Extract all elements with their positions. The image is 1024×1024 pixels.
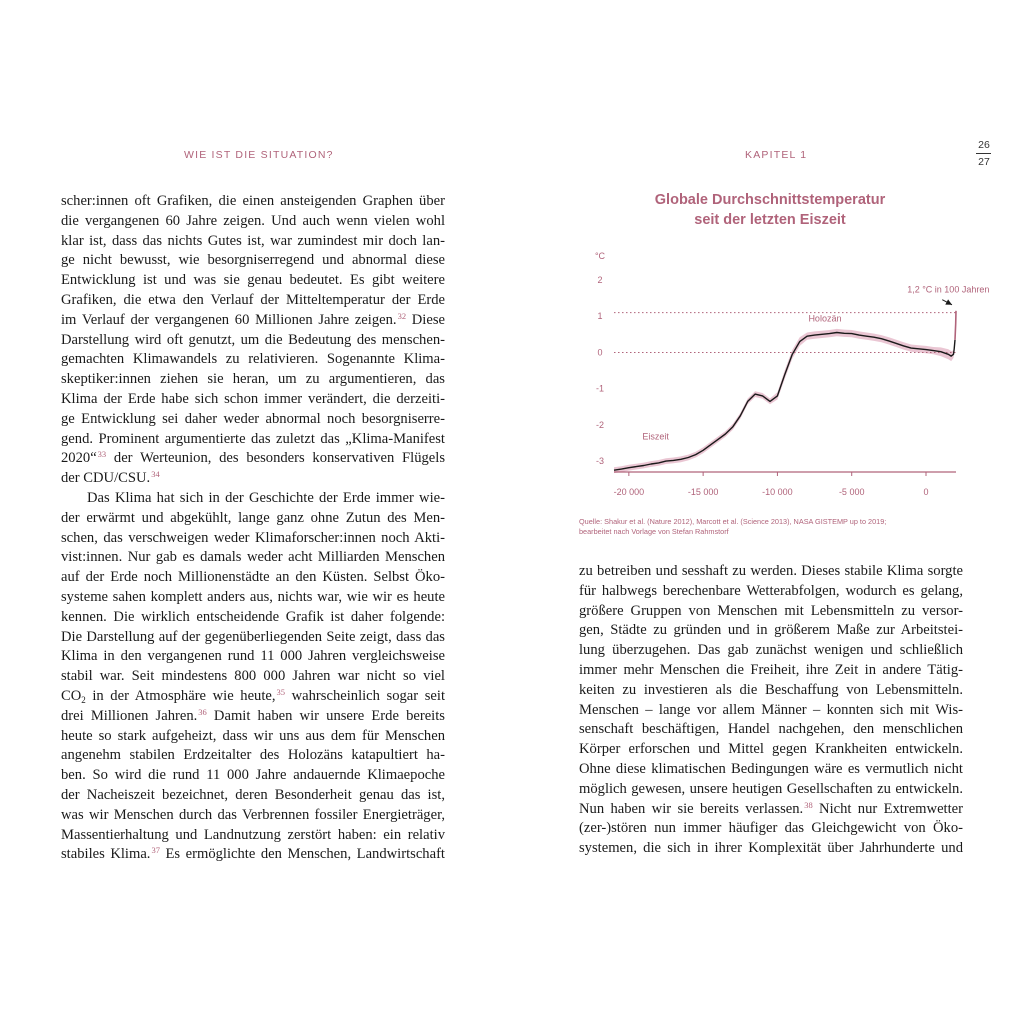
left_column-line [61,707,445,727]
text-run: im Verlauf der vergangenen 60 Millionen Jahre zeigen. [61,311,397,328]
chart-title-line-2: seit der letzten Eiszeit [694,212,846,228]
text-run: der CDU/CSU. [61,470,151,487]
text-run: drei Millionen Jahren. [61,707,198,724]
footnote-marker: 32 [397,310,407,321]
right_column-line [579,701,963,721]
right_column-line [579,681,963,701]
running-header-left: WIE IST DIE SITUATION? [184,149,334,161]
body-text-right-column [579,562,963,859]
annotation-eiszeit: Eiszeit [642,431,669,442]
left_column-line [61,766,445,786]
text-run: kennen. Die wirklich entscheidende Grafik ist daher folgende: [61,608,445,625]
text-run: gen, Städte zu gründen und in größerem Maße zur Arbeitstei- [579,622,963,639]
text-run: Diese [406,311,445,328]
left_column-line [61,826,445,846]
left_column-line [61,350,445,370]
text-run: senschaft beschäftigen, Handel nachgehen, den menschlichen [579,721,963,738]
text-run: Entwicklung ist und was sie genau bedeutet. Es gibt weitere [61,272,445,289]
footnote-marker: 33 [97,449,107,460]
text-run: stabil war. Seit mindestens 800 000 Jahren war nicht so viel [61,668,445,685]
y-tick-label: -3 [595,456,605,467]
running-header-right: KAPITEL 1 [745,149,808,161]
text-run: Menschen – lange vor allem Männer – konnten sich mit Wis- [579,701,963,718]
text-run: die vergangenen 60 Jahre zeigen. Und auch wenn vielen wohl [61,212,445,229]
text-run: ge Entwicklung sei daher weder abnormal noch besorgniserre- [61,410,445,427]
right_column-line [579,720,963,740]
text-run: Die Darstellung auf der gegenüberliegenden Seite zeigt, dass das [61,628,445,645]
left_column-line [61,271,445,291]
uncertainty-band [614,310,956,473]
text-run: größere Gruppen von Menschen mit Lebensmitteln zu versor- [579,602,963,619]
text-run: der erwärmt und abgekühlt, lange ganz ohne Zutun des Men- [61,509,445,526]
text-run: für halbwegs berechenbare Wetterabfolgen, wodurch es gelang, [579,582,963,599]
text-run: Grafiken, die etwa den Verlauf der Mitteltemperatur der Erde [61,291,445,308]
x-tick-label: 0 [923,487,929,497]
footnote-marker: 38 [804,799,813,810]
text-run: der Nacheiszeit bezeichnet, deren Besonderheit genau das ist, [61,786,445,803]
right_column-line [579,602,963,622]
text-run: Es ermöglichte den Menschen, Landwirtschaft [159,846,445,863]
text-run: lung überzugehen. Das gab zunächst wenigen und schließlich [579,642,963,659]
text-run: keiten zu investieren als die Beschaffung von Lebensmitteln. [579,681,963,698]
text-run: Ohne diese klimatischen Bedingungen wäre es vermutlich nicht [579,760,963,777]
text-run: der Werteunion, des besonders konservativen Flügels [106,450,445,467]
text-run: gemachten Klimawandels zu relativieren. Sogenannte Klima- [61,351,445,368]
text-run: Klima der Erde habe sich schon immer verändert, die derzeiti- [61,390,445,407]
text-run: CO [61,687,82,704]
right_column-line [579,562,963,582]
text-run: Körper erforschen und Mittel gegen Krankheiten entwickeln. [579,741,963,758]
left_column-line [61,370,445,390]
page-number-left: 26 [978,139,990,151]
left_column-line [61,746,445,766]
left_column-line [61,449,445,469]
left_column-line [61,251,445,271]
y-tick-label: -1 [595,383,605,394]
text-run: immer mehr Menschen die Freiheit, ihre Zeit in andere Tätig- [579,661,963,678]
text-run: Nun haben wir sie bereits verlassen. [579,800,804,817]
right_column-line [579,819,963,839]
left_column-line [61,608,445,628]
chart-source-line-1: Quelle: Shakur et al. (Nature 2012), Marcott et al. (Science 2013), NASA GISTEMP up to 2019; [579,517,887,526]
subscript: 2 [81,694,86,705]
left_column-line [61,232,445,252]
right_column-line [579,839,963,859]
text-run: schen, das verschweigen weder Klimaforscher:innen noch Akti- [61,529,445,546]
left_column-line [61,727,445,747]
right_column-line [579,661,963,681]
text-run: scher:innen oft Grafiken, die einen ansteigenden Graphen über [61,193,445,209]
text-run: zu betreiben und sesshaft zu werden. Dieses stabile Klima sorgte [579,563,963,579]
page-number-divider [976,153,991,154]
text-run: Das Klima hat sich in der Geschichte der Erde immer wie- [87,489,445,506]
y-tick-label: -2 [595,419,605,430]
left_column-line [61,291,445,311]
temperature-chart [578,245,990,507]
text-run: was wir Menschen durch das Verbrennen fossiler Energieträger, [61,806,445,823]
text-run: in der Atmosphäre wie heute, [85,687,276,704]
left_column-line [61,845,445,865]
temperature-line [614,333,955,471]
right_column-line [579,780,963,800]
annotation-holozaen: Holozän [808,313,842,324]
y-tick-label: 1 [597,311,603,322]
left_column-line [61,410,445,430]
annotation-recent-warming: 1,2 °C in 100 Jahren [907,284,990,295]
right_column-line [579,760,963,780]
text-run: ben. So wird die rund 11 000 Jahre andauernde Klimaepoche [61,767,445,784]
x-tick-label: -10 000 [762,487,793,497]
recent-warming-line [955,311,956,340]
chart-title [600,190,940,230]
left_column-line [61,588,445,608]
chart-source-note [579,517,979,536]
text-run: systeme sahen komplett anders aus, nichts war, wie wir es heute [61,588,445,605]
left_column-line [61,786,445,806]
right_column-line [579,621,963,641]
text-run: stabiles Klima. [61,846,151,863]
text-run: Darstellung wird oft genutzt, um die Bedeutung des menschen- [61,331,445,348]
left_column-line [61,390,445,410]
right_column-line [579,800,963,820]
body-text-left-column [61,192,445,865]
footnote-marker: 34 [151,469,160,480]
right_column-line [579,582,963,602]
page-number-right: 27 [978,156,990,168]
left_column-line [61,529,445,549]
text-run: 2020“ [61,450,97,467]
text-run: auf der Erde noch Millionenstädte an den Küsten. Selbst Öko- [61,569,445,586]
chart-source-line-2: bearbeitet nach Vorlage von Stefan Rahmstorf [579,526,729,536]
footnote-marker: 37 [151,845,160,856]
text-run: Massentierhaltung und Landnutzung zerstört haben: ein relativ [61,826,445,843]
text-run: Damit haben wir unsere Erde bereits [206,707,445,724]
text-run: skeptiker:innen ziehen sie heran, um zu argumentieren, das [61,371,445,388]
left_column-line [61,568,445,588]
text-run: gend. Prominent argumentierte das zuletzt das „Klima-Manifest [61,430,445,447]
y-tick-label: 0 [597,347,603,358]
left_column-line [61,212,445,232]
text-run: möglich gewesen, unsere heutigen Gesellschaften zu entwickeln. [579,780,963,797]
chart-title-line-1: Globale Durchschnittstemperatur [654,192,886,208]
text-run: (zer-)stören nun immer häufiger das Gleichgewicht von Öko- [579,820,963,837]
text-run: vist:innen. Nur gab es damals weder acht Milliarden Menschen [61,549,445,566]
left_column-line [61,548,445,568]
right_column-line [579,740,963,760]
left_column-line [61,331,445,351]
left_column-line [61,311,445,331]
left_column-line [61,806,445,826]
x-tick-label: -15 000 [687,487,719,497]
y-axis-label: °C [594,251,606,261]
left_column-line [61,489,445,509]
y-tick-label: 2 [597,275,603,285]
left_column-line [61,667,445,687]
left_column-line [61,687,445,707]
left_column-line [61,509,445,529]
text-run: heute so stark aufgeheizt, dass wir uns aus dem für Menschen [61,727,445,744]
left_column-line [61,469,445,489]
text-run: wahrscheinlich sogar seit [285,687,445,704]
text-run: systemen, die sich in ihrer Komplexität über Jahrhunderte und [579,840,963,857]
text-run: ge nicht bewusst, wie besorgniserregend und abnormal diese [61,252,445,269]
text-run: Nicht nur Extremwetter [812,800,963,817]
right_column-line [579,641,963,661]
x-tick-label: -20 000 [613,487,645,497]
text-run: angenehm stabilen Erdzeitalter des Holozäns katapultiert ha- [61,747,445,764]
text-run: Klima in den vergangenen rund 11 000 Jahren vergleichsweise [61,648,445,665]
left_column-line [61,192,445,212]
left_column-line [61,628,445,648]
text-run: klar ist, dass das nichts Gutes ist, war zumindest mir doch lan- [61,232,445,249]
x-tick-label: -5 000 [838,487,865,497]
left_column-line [61,647,445,667]
footnote-marker: 36 [198,706,207,717]
left_column-line [61,430,445,450]
footnote-marker: 35 [276,686,286,697]
